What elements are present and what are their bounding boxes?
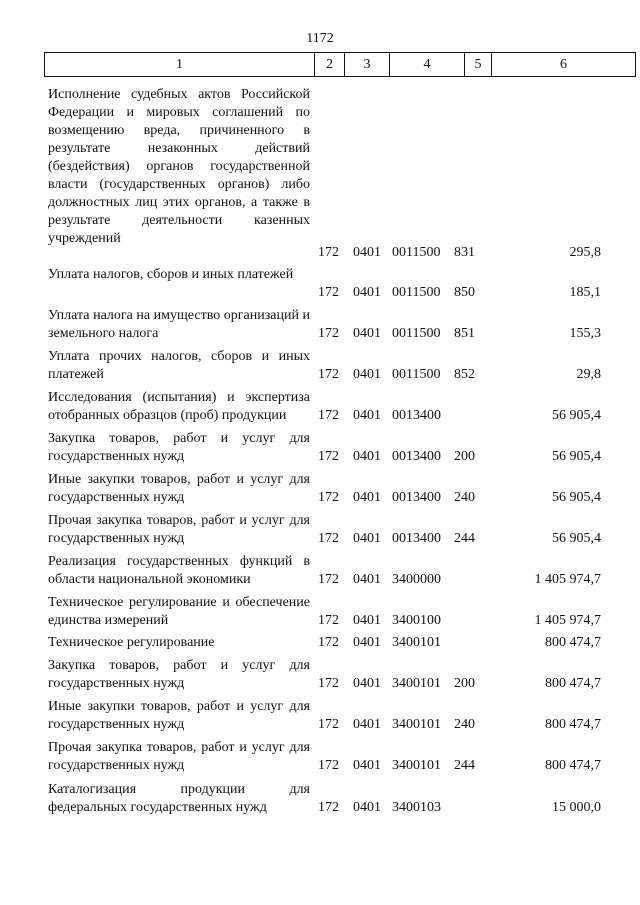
row-col-4: 3400101 (392, 635, 441, 650)
row-description: Уплата прочих налогов, сборов и иных платежей (48, 349, 310, 382)
row-amount: 56 905,4 (552, 408, 601, 423)
row-col-2: 172 (318, 572, 339, 587)
row-amount: 295,8 (569, 245, 601, 260)
row-col-5: 240 (454, 490, 475, 505)
row-col-2: 172 (318, 367, 339, 382)
row-amount: 185,1 (569, 285, 601, 300)
row-description: Техническое регулирование и обеспечение единства измерений (48, 595, 310, 628)
row-col-4: 3400103 (392, 800, 441, 815)
row-col-4: 3400100 (392, 613, 441, 628)
row-description: Уплата налогов, сборов и иных платежей (48, 267, 294, 282)
row-col-4: 0011500 (392, 285, 441, 300)
table-row (0, 266, 640, 302)
row-description: Закупка товаров, работ и услуг для государственных нужд (48, 658, 310, 691)
row-col-5: 200 (454, 449, 475, 464)
header-col-4: 4 (390, 53, 465, 76)
row-col-2: 172 (318, 531, 339, 546)
header-col-2: 2 (315, 53, 345, 76)
row-col-3: 0401 (353, 635, 381, 650)
header-col-3: 3 (345, 53, 390, 76)
row-col-4: 0013400 (392, 531, 441, 546)
row-description: Исполнение судебных актов Российской Федерации и мировых соглашений по возмещению вреда, причиненного в результате незаконных действий (бездействия) органов государственной власти (государственных органов) либо должностных лиц этих органов, а также в результате деятельности казенных учреждений (48, 87, 310, 246)
row-description: Закупка товаров, работ и услуг для государственных нужд (48, 431, 310, 464)
row-amount: 1 405 974,7 (534, 572, 601, 587)
row-amount: 800 474,7 (545, 676, 601, 691)
row-amount: 800 474,7 (545, 758, 601, 773)
table-row (0, 389, 640, 425)
row-amount: 800 474,7 (545, 717, 601, 732)
row-col-3: 0401 (353, 758, 381, 773)
row-amount: 56 905,4 (552, 490, 601, 505)
row-col-5: 200 (454, 676, 475, 691)
row-col-3: 0401 (353, 449, 381, 464)
row-col-4: 3400101 (392, 676, 441, 691)
row-amount: 56 905,4 (552, 531, 601, 546)
table-header (44, 52, 636, 77)
header-col-6: 6 (560, 57, 567, 72)
row-col-3: 0401 (353, 245, 381, 260)
row-col-4: 0011500 (392, 367, 441, 382)
row-col-3: 0401 (353, 326, 381, 341)
row-col-4: 0013400 (392, 490, 441, 505)
row-description: Реализация государственных функций в области национальной экономики (48, 554, 310, 587)
row-col-2: 172 (318, 490, 339, 505)
row-amount: 15 000,0 (552, 800, 601, 815)
table-row (0, 657, 640, 693)
header-col-5: 5 (465, 53, 492, 76)
row-col-5: 240 (454, 717, 475, 732)
row-description: Прочая закупка товаров, работ и услуг для государственных нужд (48, 513, 310, 546)
row-description: Исследования (испытания) и экспертиза отобранных образцов (проб) продукции (48, 390, 310, 423)
row-col-2: 172 (318, 717, 339, 732)
row-description: Каталогизация продукции для федеральных государственных нужд (48, 782, 310, 815)
table-row (0, 594, 640, 630)
row-col-5: 852 (454, 367, 475, 382)
table-row (0, 307, 640, 343)
row-description: Уплата налога на имущество организаций и земельного налога (48, 308, 310, 341)
row-col-3: 0401 (353, 800, 381, 815)
row-amount: 56 905,4 (552, 449, 601, 464)
table-row (0, 86, 640, 262)
row-col-4: 0013400 (392, 449, 441, 464)
row-description: Прочая закупка товаров, работ и услуг для государственных нужд (48, 740, 310, 773)
row-col-4: 0011500 (392, 245, 441, 260)
row-col-5: 851 (454, 326, 475, 341)
row-amount: 1 405 974,7 (534, 613, 601, 628)
row-amount: 155,3 (569, 326, 601, 341)
table-row (0, 739, 640, 775)
row-col-3: 0401 (353, 717, 381, 732)
header-col-1: 1 (45, 53, 315, 76)
row-col-3: 0401 (353, 613, 381, 628)
row-col-5: 850 (454, 285, 475, 300)
table-row (0, 512, 640, 548)
row-col-3: 0401 (353, 408, 381, 423)
row-col-5: 244 (454, 758, 475, 773)
table-row (0, 781, 640, 817)
row-col-2: 172 (318, 326, 339, 341)
row-col-2: 172 (318, 613, 339, 628)
table-row (0, 553, 640, 589)
row-col-2: 172 (318, 800, 339, 815)
row-description: Иные закупки товаров, работ и услуг для государственных нужд (48, 699, 310, 732)
row-col-2: 172 (318, 245, 339, 260)
row-col-3: 0401 (353, 367, 381, 382)
row-col-3: 0401 (353, 490, 381, 505)
table-row (0, 471, 640, 507)
row-col-2: 172 (318, 408, 339, 423)
row-col-4: 3400000 (392, 572, 441, 587)
row-description: Техническое регулирование (48, 635, 215, 650)
row-description: Иные закупки товаров, работ и услуг для государственных нужд (48, 472, 310, 505)
row-col-4: 0013400 (392, 408, 441, 423)
row-col-3: 0401 (353, 572, 381, 587)
row-col-3: 0401 (353, 531, 381, 546)
table-row (0, 430, 640, 466)
row-col-2: 172 (318, 676, 339, 691)
row-col-4: 0011500 (392, 326, 441, 341)
row-col-3: 0401 (353, 285, 381, 300)
table-row (0, 634, 640, 652)
row-col-2: 172 (318, 285, 339, 300)
row-amount: 29,8 (576, 367, 601, 382)
row-col-3: 0401 (353, 676, 381, 691)
row-col-5: 244 (454, 531, 475, 546)
row-col-2: 172 (318, 758, 339, 773)
row-col-4: 3400101 (392, 717, 441, 732)
row-col-2: 172 (318, 635, 339, 650)
table-row (0, 698, 640, 734)
row-col-4: 3400101 (392, 758, 441, 773)
page-number: 1172 (306, 31, 334, 46)
row-amount: 800 474,7 (545, 635, 601, 650)
row-col-5: 831 (454, 245, 475, 260)
table-row (0, 348, 640, 384)
row-col-2: 172 (318, 449, 339, 464)
